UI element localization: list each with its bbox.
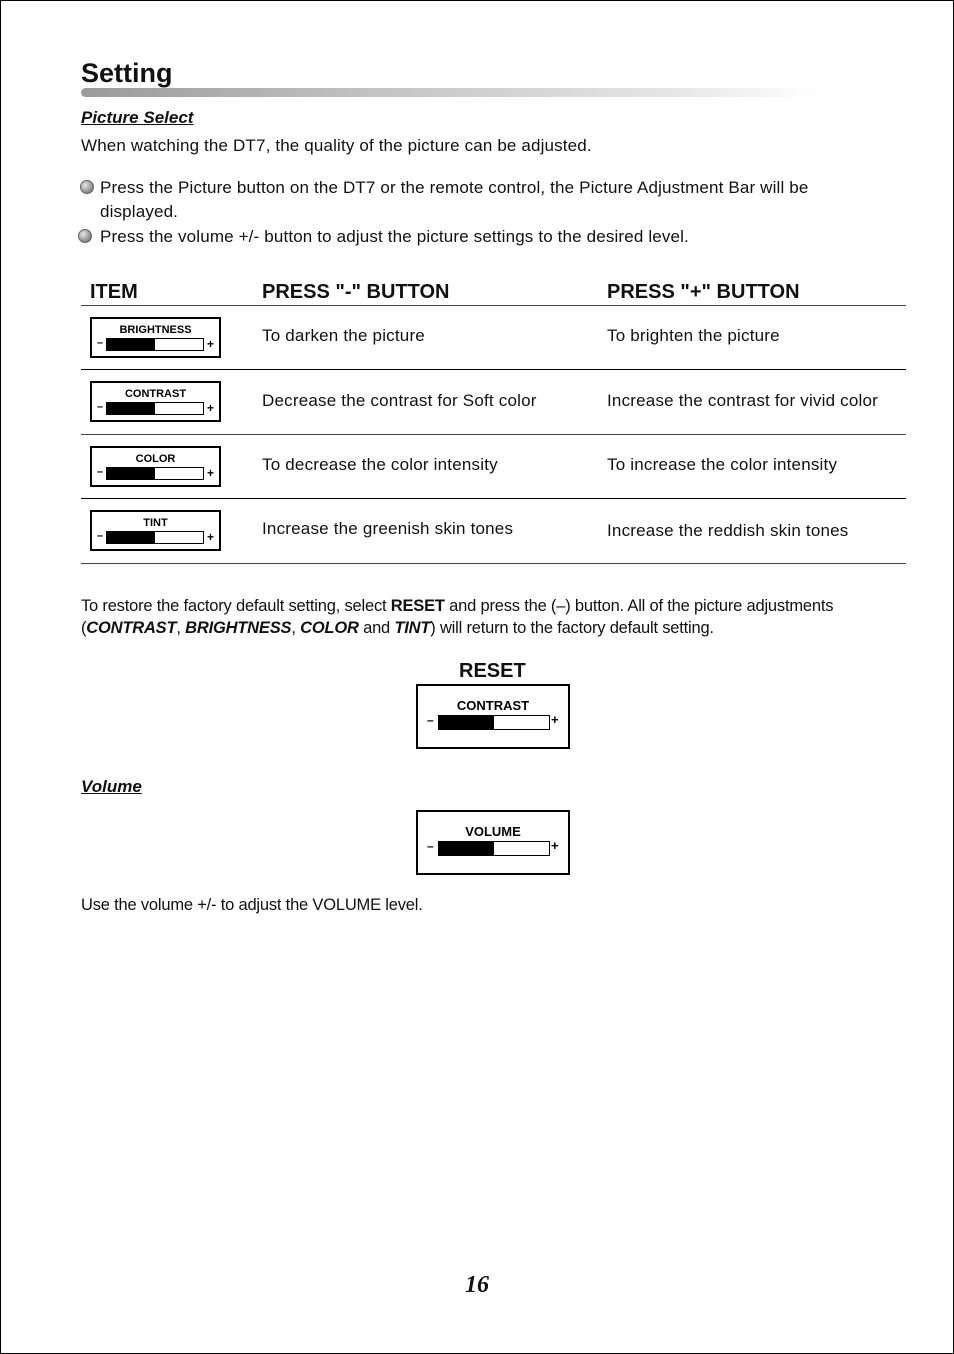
widget-label: TINT [143, 517, 168, 529]
plus-icon: + [207, 466, 215, 480]
level-fill [107, 468, 155, 479]
color-keyword: COLOR [300, 619, 359, 637]
volume-heading: Volume [81, 777, 142, 796]
page-title: Setting [81, 58, 173, 88]
table-row: To brighten the picture [607, 326, 780, 345]
table-header-item: ITEM [90, 281, 138, 303]
level-fill [439, 842, 494, 855]
table-header-plus: PRESS "+" BUTTON [607, 281, 800, 303]
volume-bar-widget [416, 810, 570, 875]
volume-caption: Use the volume +/- to adjust the VOLUME level. [81, 896, 423, 914]
reset-heading: RESET [459, 660, 526, 682]
bullet-icon [78, 229, 92, 243]
plus-icon: + [207, 530, 215, 544]
widget-label: CONTRAST [124, 388, 187, 400]
color-bar-widget [90, 446, 221, 487]
table-header-rule [81, 305, 906, 306]
row-divider [81, 369, 906, 370]
brightness-keyword: BRIGHTNESS [185, 619, 292, 637]
plus-icon: + [551, 838, 559, 853]
level-fill [439, 716, 494, 729]
widget-label: CONTRAST [456, 698, 530, 713]
plus-icon: + [207, 401, 215, 415]
level-fill [107, 339, 155, 350]
table-row: Decrease the contrast for Soft color [262, 391, 537, 410]
table-row: To increase the color intensity [607, 455, 838, 474]
table-row: Increase the greenish skin tones [262, 519, 514, 538]
title-underline-bar [81, 88, 821, 97]
level-track [106, 531, 204, 544]
table-row: Increase the contrast for vivid color [607, 391, 879, 410]
bullet-icon [80, 180, 94, 194]
contrast-keyword: CONTRAST [86, 619, 177, 637]
minus-icon: – [97, 401, 104, 413]
table-bottom-rule [81, 563, 906, 564]
level-fill [107, 403, 155, 414]
minus-icon: – [427, 713, 434, 727]
level-track [438, 715, 550, 730]
widget-label: BRIGHTNESS [119, 324, 192, 336]
bullet-1-line-1: Press the Picture button on the DT7 or the remote control, the Picture Adjustment Bar will be [100, 178, 809, 197]
reset-keyword: RESET [390, 597, 445, 615]
minus-icon: – [97, 466, 104, 478]
widget-label: COLOR [135, 453, 176, 465]
reset-contrast-bar-widget [416, 684, 570, 749]
row-divider [81, 434, 906, 435]
row-divider [81, 498, 906, 499]
level-track [106, 402, 204, 415]
restore-paragraph-line-1: To restore the factory default setting, select RESET and press the (–) button. All of the picture adjustments [81, 597, 834, 615]
tint-keyword: TINT [394, 619, 431, 637]
level-fill [107, 532, 155, 543]
level-track [438, 841, 550, 856]
table-header-minus: PRESS "-" BUTTON [262, 281, 450, 303]
minus-icon: – [427, 839, 434, 853]
brightness-bar-widget [90, 317, 221, 358]
plus-icon: + [207, 337, 215, 351]
bullet-1-line-2: displayed. [100, 202, 179, 221]
table-row: Increase the reddish skin tones [607, 521, 849, 540]
level-track [106, 338, 204, 351]
bullet-2-line-1: Press the volume +/- button to adjust the picture settings to the desired level. [100, 227, 689, 246]
restore-paragraph-line-2: (CONTRAST, BRIGHTNESS, COLOR and TINT) will return to the factory default setting. [81, 619, 714, 637]
tint-bar-widget [90, 510, 221, 551]
table-row: To darken the picture [262, 326, 425, 345]
minus-icon: – [97, 530, 104, 542]
picture-select-intro: When watching the DT7, the quality of the picture can be adjusted. [81, 136, 592, 155]
table-row: To decrease the color intensity [262, 455, 498, 474]
minus-icon: – [97, 337, 104, 349]
level-track [106, 467, 204, 480]
page-number: 16 [465, 1272, 489, 1298]
plus-icon: + [551, 712, 559, 727]
picture-select-heading: Picture Select [81, 108, 194, 127]
contrast-bar-widget [90, 381, 221, 422]
widget-label: VOLUME [465, 824, 521, 839]
